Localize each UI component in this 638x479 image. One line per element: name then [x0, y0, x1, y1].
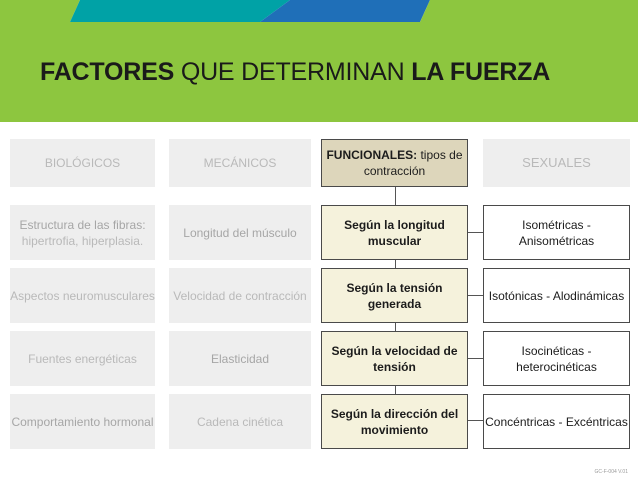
top-decorative-band: [0, 0, 638, 22]
bio-item-estructura: [10, 205, 155, 260]
band-green-left: [0, 0, 80, 22]
page-title: [40, 58, 620, 87]
sex-item-isocineticas: Isocinéticas - heterocinéticas: [483, 331, 630, 386]
bio-item-0-label: Estructura de las fibras:: [19, 217, 146, 232]
func-item-longitud: Según la longitud muscular: [321, 205, 468, 260]
mec-item-longitud: Longitud del músculo: [169, 205, 311, 260]
title-part-1: FACTORES: [40, 58, 175, 86]
header-funcionales-bold: FUNCIONALES:: [326, 148, 418, 162]
header-sexuales: SEXUALES: [483, 139, 630, 187]
band-teal: [70, 0, 290, 22]
header-biologicos: BIOLÓGICOS: [10, 139, 155, 187]
bio-item-aspectos: Aspectos neuromusculares: [10, 268, 155, 323]
title-part-3: LA FUERZA: [411, 58, 551, 86]
header-mecanicos: MECÁNICOS: [169, 139, 311, 187]
mec-item-cadena: Cadena cinética: [169, 394, 311, 449]
sex-item-concentricas: Concéntricas - Excéntricas: [483, 394, 630, 449]
sex-item-isometricas: Isométricas - Anisométricas: [483, 205, 630, 260]
band-green-right: [420, 0, 638, 22]
band-blue: [260, 0, 430, 22]
func-item-tension: Según la tensión generada: [321, 268, 468, 323]
bio-item-hormonal: Comportamiento hormonal: [10, 394, 155, 449]
header-funcionales-rest: tipos de contracción: [363, 148, 463, 178]
connector-row-2: [468, 295, 483, 296]
header-funcionales: [321, 139, 468, 187]
sex-item-isotonicas: Isotónicas - Alodinámicas: [483, 268, 630, 323]
footer-code: GC-F-004 V.01: [594, 469, 628, 475]
mec-item-elasticidad: Elasticidad: [169, 331, 311, 386]
connector-row-4: [468, 420, 483, 421]
connector-row-3: [468, 358, 483, 359]
bio-item-fuentes: Fuentes energéticas: [10, 331, 155, 386]
func-item-velocidad: Según la velocidad de tensión: [321, 331, 468, 386]
func-item-direccion: Según la dirección del movimiento: [321, 394, 468, 449]
connector-row-1: [468, 232, 483, 233]
bio-item-0-extra: hipertrofia, hiperplasia.: [21, 233, 144, 248]
mec-item-velocidad: Velocidad de contracción: [169, 268, 311, 323]
title-part-2: QUE DETERMINAN: [174, 58, 412, 86]
